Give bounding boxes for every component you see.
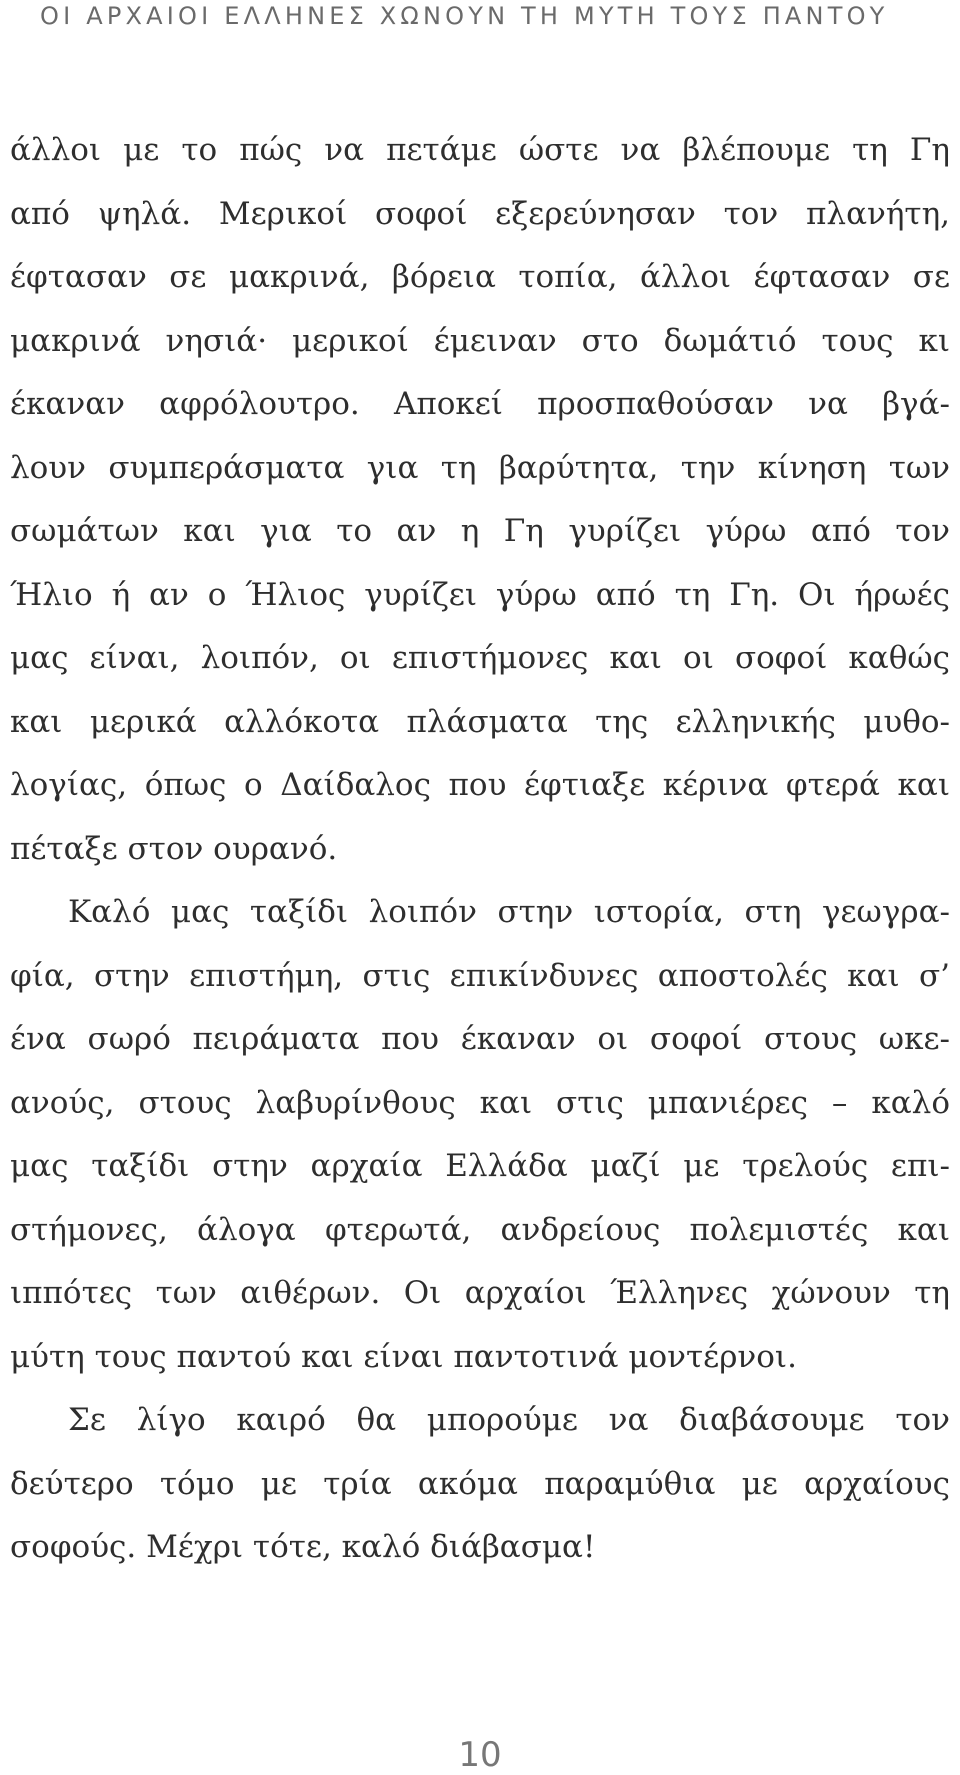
text-line: λουν συμπεράσματα για τη βαρύτητα, την κίνηση των <box>10 449 950 486</box>
text-line: Σε λίγο καιρό θα μπορούμε να διαβάσουμε τον <box>68 1402 950 1438</box>
text-line: από ψηλά. Μερικοί σοφοί εξερεύνησαν τον πλανήτη, <box>10 195 950 232</box>
text-line: έφτασαν σε μακρινά, βόρεια τοπία, άλλοι έφτασαν σε <box>10 259 950 295</box>
text-line: Ήλιο ή αν ο Ήλιος γυρίζει γύρω από τη Γη. Οι ήρωές <box>10 576 950 613</box>
paragraph-1 <box>10 119 950 881</box>
text-line: πέταξε στον ουρανό. <box>10 830 338 867</box>
paragraph-3 <box>10 1389 950 1580</box>
text-line: Καλό μας ταξίδι λοιπόν στην ιστορία, στη γεωγρα- <box>68 894 950 930</box>
body-text <box>10 119 950 1580</box>
text-line: μας είναι, λοιπόν, οι επιστήμονες και οι σοφοί καθώς <box>10 640 950 676</box>
text-line: ιππότες των αιθέρων. Οι αρχαίοι Έλληνες χώνουν τη <box>10 1275 950 1311</box>
text-line: μακρινά νησιά· μερικοί έμειναν στο δωμάτιό τους κι <box>10 322 950 359</box>
page-number: 10 <box>458 1735 502 1775</box>
text-line: και μερικά αλλόκοτα πλάσματα της ελληνικής μυθο- <box>10 703 950 740</box>
paragraph-2 <box>10 881 950 1389</box>
text-line: δεύτερο τόμο με τρία ακόμα παραμύθια με αρχαίους <box>10 1465 950 1502</box>
text-line: μας ταξίδι στην αρχαία Ελλάδα μαζί με τρελούς επι- <box>10 1148 950 1184</box>
text-line: ένα σωρό πειράματα που έκαναν οι σοφοί στους ωκε- <box>10 1021 950 1057</box>
text-line: μύτη τους παντού και είναι παντοτινά μοντέρνοι. <box>10 1338 797 1375</box>
text-line: στήμονες, άλογα φτερωτά, ανδρείους πολεμιστές και <box>10 1211 950 1248</box>
text-line: σωμάτων και για το αν η Γη γυρίζει γύρω από τον <box>10 513 950 549</box>
text-line: έκαναν αφρόλουτρο. Αποκεί προσπαθούσαν να βγά- <box>10 386 950 422</box>
text-line: φία, στην επιστήμη, στις επικίνδυνες αποστολές και σ’ <box>10 957 950 994</box>
text-line: λογίας, όπως ο Δαίδαλος που έφτιαξε κέρινα φτερά και <box>10 767 950 803</box>
text-line: άλλοι με το πώς να πετάμε ώστε να βλέπουμε τη Γη <box>10 132 950 168</box>
running-head: ΟΙ ΑΡΧΑΙΟΙ ΕΛΛΗΝΕΣ ΧΩΝΟΥΝ ΤΗ ΜΥΤΗ ΤΟΥΣ ΠΑΝΤΟΥ <box>40 2 889 30</box>
text-line: ανούς, στους λαβυρίνθους και στις μπανιέρες – καλό <box>10 1084 950 1121</box>
text-line: σοφούς. Μέχρι τότε, καλό διάβασμα! <box>10 1529 596 1565</box>
